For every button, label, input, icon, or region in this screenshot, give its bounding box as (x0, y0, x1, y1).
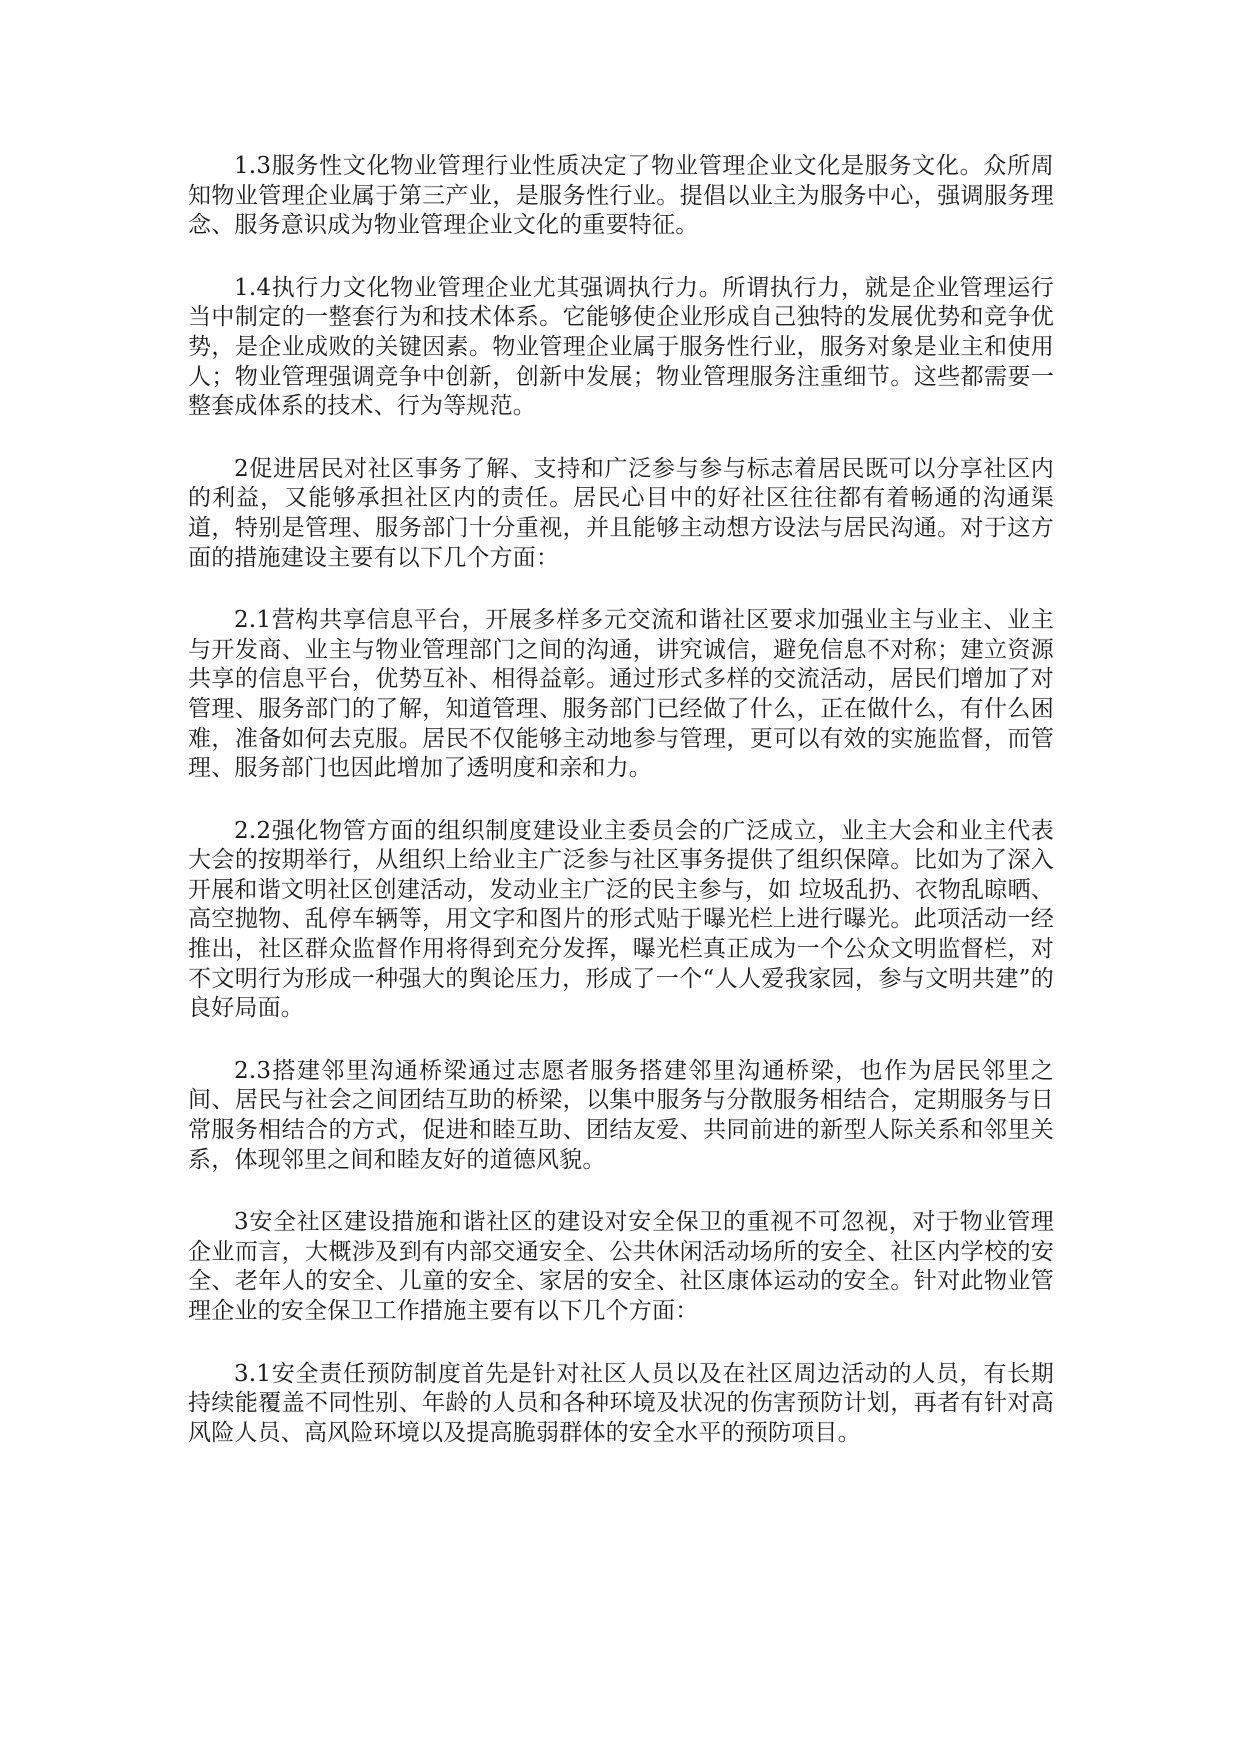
paragraph-1-4-execution-culture: 1.4执行力文化物业管理企业尤其强调执行力。所谓执行力，就是企业管理运行当中制定的一整套行为和技术体系。它能够使企业形成自己独特的发展优势和竞争优势，是企业成败的关键因素。物业管理企业属于服务性行业，服务对象是业主和使用人；物业管理强调竞争中创新，创新中发展；物业管理服务注重细节。这些都需要一整套成体系的技术、行为等规范。 (188, 274, 1054, 420)
paragraph-3-1-safety-prevention: 3.1安全责任预防制度首先是针对社区人员以及在社区周边活动的人员，有长期持续能覆盖不同性别、年龄的人员和各种环境及状况的伤害预防计划，再者有针对高风险人员、高风险环境以及提高脆弱群体的安全水平的预防项目。 (188, 1360, 1054, 1446)
paragraph-2-3-neighbor-bridge: 2.3搭建邻里沟通桥梁通过志愿者服务搭建邻里沟通桥梁，也作为居民邻里之间、居民与社会之间团结互助的桥梁，以集中服务与分散服务相结合，定期服务与日常服务相结合的方式，促进和睦互助、团结友爱、共同前进的新型人际关系和邻里关系，体现邻里之间和睦友好的道德风貌。 (188, 1057, 1054, 1173)
paragraph-2-resident-participation: 2促进居民对社区事务了解、支持和广泛参与参与标志着居民既可以分享社区内的利益，又能够承担社区内的责任。居民心目中的好社区往往都有着畅通的沟通渠道，特别是管理、服务部门十分重视，并且能够主动想方设法与居民沟通。对于这方面的措施建设主要有以下几个方面： (188, 455, 1054, 571)
paragraph-2-2-organization-system: 2.2强化物管方面的组织制度建设业主委员会的广泛成立，业主大会和业主代表大会的按期举行，从组织上给业主广泛参与社区事务提供了组织保障。比如为了深入开展和谐文明社区创建活动，发动业主广泛的民主参与，如 垃圾乱扔、衣物乱晾晒、高空抛物、乱停车辆等，用文字和图片的形式贴于曝光栏上进行曝光。此项活动一经推出，社区群众监督作用将得到充分发挥，曝光栏真正成为一个公众文明监督栏，对不文明行为形成一种强大的舆论压力，形成了一个“人人爱我家园，参与文明共建”的良好局面。 (188, 817, 1054, 1022)
paragraph-3-safety-measures: 3安全社区建设措施和谐社区的建设对安全保卫的重视不可忽视，对于物业管理企业而言，大概涉及到有内部交通安全、公共休闲活动场所的安全、社区内学校的安全、老年人的安全、儿童的安全、家居的安全、社区康体运动的安全。针对此物业管理企业的安全保卫工作措施主要有以下几个方面： (188, 1209, 1054, 1324)
paragraph-1-3-service-culture: 1.3服务性文化物业管理行业性质决定了物业管理企业文化是服务文化。众所周知物业管理企业属于第三产业，是服务性行业。提倡以业主为服务中心，强调服务理念、服务意识成为物业管理企业文化的重要特征。 (188, 153, 1054, 239)
document-body (188, 152, 1054, 1481)
paragraph-2-1-info-platform: 2.1营构共享信息平台，开展多样多元交流和谐社区要求加强业主与业主、业主与开发商、业主与物业管理部门之间的沟通，讲究诚信，避免信息不对称；建立资源共享的信息平台，优势互补、相得益彰。通过形式多样的交流活动，居民们增加了对管理、服务部门的了解，知道管理、服务部门已经做了什么，正在做什么，有什么困难，准备如何去克服。居民不仅能够主动地参与管理，更可以有效的实施监督，而管理、服务部门也因此增加了透明度和亲和力。 (188, 607, 1054, 782)
